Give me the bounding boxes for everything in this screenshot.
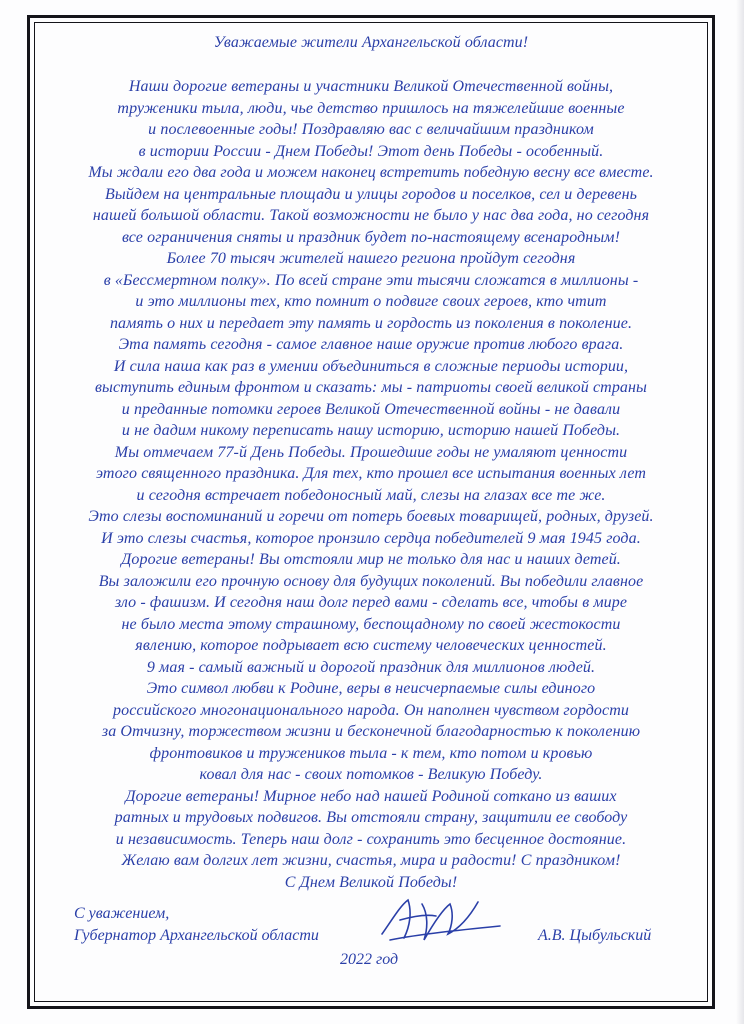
letter-line: нашей большой области. Такой возможности не было у нас два года, но сегодня — [92, 207, 650, 224]
letter-line: ратных и трудовых подвигов. Вы отстояли страну, защитили ее свободу — [114, 809, 628, 826]
letter-line: Выйдем на центральные площади и улицы городов и поселков, сел и деревень — [104, 185, 638, 203]
letter-line: и преданные потомки героев Великой Отечественной войны - не давали — [121, 400, 621, 418]
letter-line: и сегодня встречает победоносный май, слезы на глазах все те же. — [136, 486, 606, 504]
letter-line: Желаю вам долгих лет жизни, счастья, мира и радости! С праздником! — [121, 852, 621, 869]
letter-line: Эта память сегодня - самое главное наше оружие против любого врага. — [118, 336, 624, 353]
letter-line: И это слезы счастья, которое пронзило сердца победителей 9 мая 1945 года. — [101, 529, 641, 547]
letter-line: и независимость. Теперь наш долг - сохранить это бесценное достояние. — [115, 830, 627, 848]
letter-line: и это миллионы тех, кто помнит о подвиге своих героев, кто чтит — [135, 293, 607, 310]
letter-line: память о них и передает эту память и гордость из поколения в поколение. — [109, 314, 633, 332]
letter-year: 2022 год — [340, 951, 399, 968]
letter-line: в «Бессмертном полку». По всей стране эти тысячи сложатся в миллионы - — [103, 271, 639, 289]
letter-line: все ограничения сняты и праздник будет по-настоящему всенародным! — [121, 228, 621, 246]
letter-line: Дорогие ветераны! Мирное небо над нашей Родиной соткано из ваших — [125, 787, 617, 805]
letter-line: Мы отмечаем 77-й День Победы. Прошедшие годы не умаляют ценности — [114, 443, 628, 461]
letter-lines — [36, 76, 706, 893]
letter-line: в истории России - Днем Победы! Этот день Победы - особенный. — [138, 142, 604, 160]
letter-line: зло - фашизм. И сегодня наш долг перед вами - сделать все, чтобы в мире — [114, 594, 628, 611]
letter-line: Это символ любви к Родине, веры в неисчерпаемые силы единого — [146, 680, 596, 697]
letter-line: выступить единым фронтом и сказать: мы - патриоты своей великой страны — [95, 379, 647, 396]
letter-line: 9 мая - самый важный и дорогой праздник для миллионов людей. — [146, 658, 596, 676]
letter-line: ковал для нас - своих потомков - Великую Победу. — [199, 766, 543, 783]
letter-line: Мы ждали его два года и можем наконец встретить победную весну все вместе. — [88, 164, 654, 181]
letter-line: не было места этому страшному, беспощадному по своей жестокости — [121, 615, 621, 633]
letter-line: фронтовиков и тружеников тыла - к тем, кто потом и кровью — [149, 744, 593, 762]
closing-phrase: С уважением, — [74, 905, 170, 922]
letter-line: и послевоенные годы! Поздравляю вас с величайшим праздником — [148, 121, 594, 138]
letter-line: российского многонационального народа. Он наполнен чувством гордости — [113, 701, 629, 719]
governor-position: Губернатор Архангельской области — [74, 927, 319, 944]
letter-line: Более 70 тысяч жителей нашего региона пройдут сегодня — [166, 250, 576, 267]
letter-line: этого священного праздника. Для тех, кто прошел все испытания военных лет — [95, 465, 647, 482]
letter-greeting: Уважаемые жители Архангельской области! — [213, 34, 529, 51]
letter-line: С Днем Великой Победы! — [284, 873, 458, 891]
letter-line: И сила наша как раз в умении объединиться в сложные периоды истории, — [113, 357, 629, 375]
governor-name: А.В. Цыбульский — [538, 927, 652, 944]
letter-line: и не дадим никому переписать нашу историю, историю нашей Победы. — [121, 422, 621, 439]
letter-line: Это слезы воспоминаний и горечи от потерь боевых товарищей, родных, друзей. — [88, 508, 654, 525]
letter-line: явлению, которое подрывает всю систему человеческих ценностей. — [135, 637, 607, 654]
letter-footer — [74, 903, 674, 968]
letter-body — [36, 32, 706, 893]
page-edge-shadow — [736, 0, 744, 1024]
letter-line: Вы заложили его прочную основу для будущих поколений. Вы победили главное — [98, 572, 644, 590]
letter-line: Дорогие ветераны! Вы отстояли мир не только для нас и наших детей. — [121, 551, 621, 568]
letter-line: труженики тыла, люди, чье детство пришлось на тяжелейшие военные — [117, 99, 625, 117]
letter-line: за Отчизну, торжеством жизни и бесконечной благодарностью к поколению — [101, 723, 641, 740]
letter-line: Наши дорогие ветераны и участники Великой Отечественной войны, — [128, 78, 614, 95]
